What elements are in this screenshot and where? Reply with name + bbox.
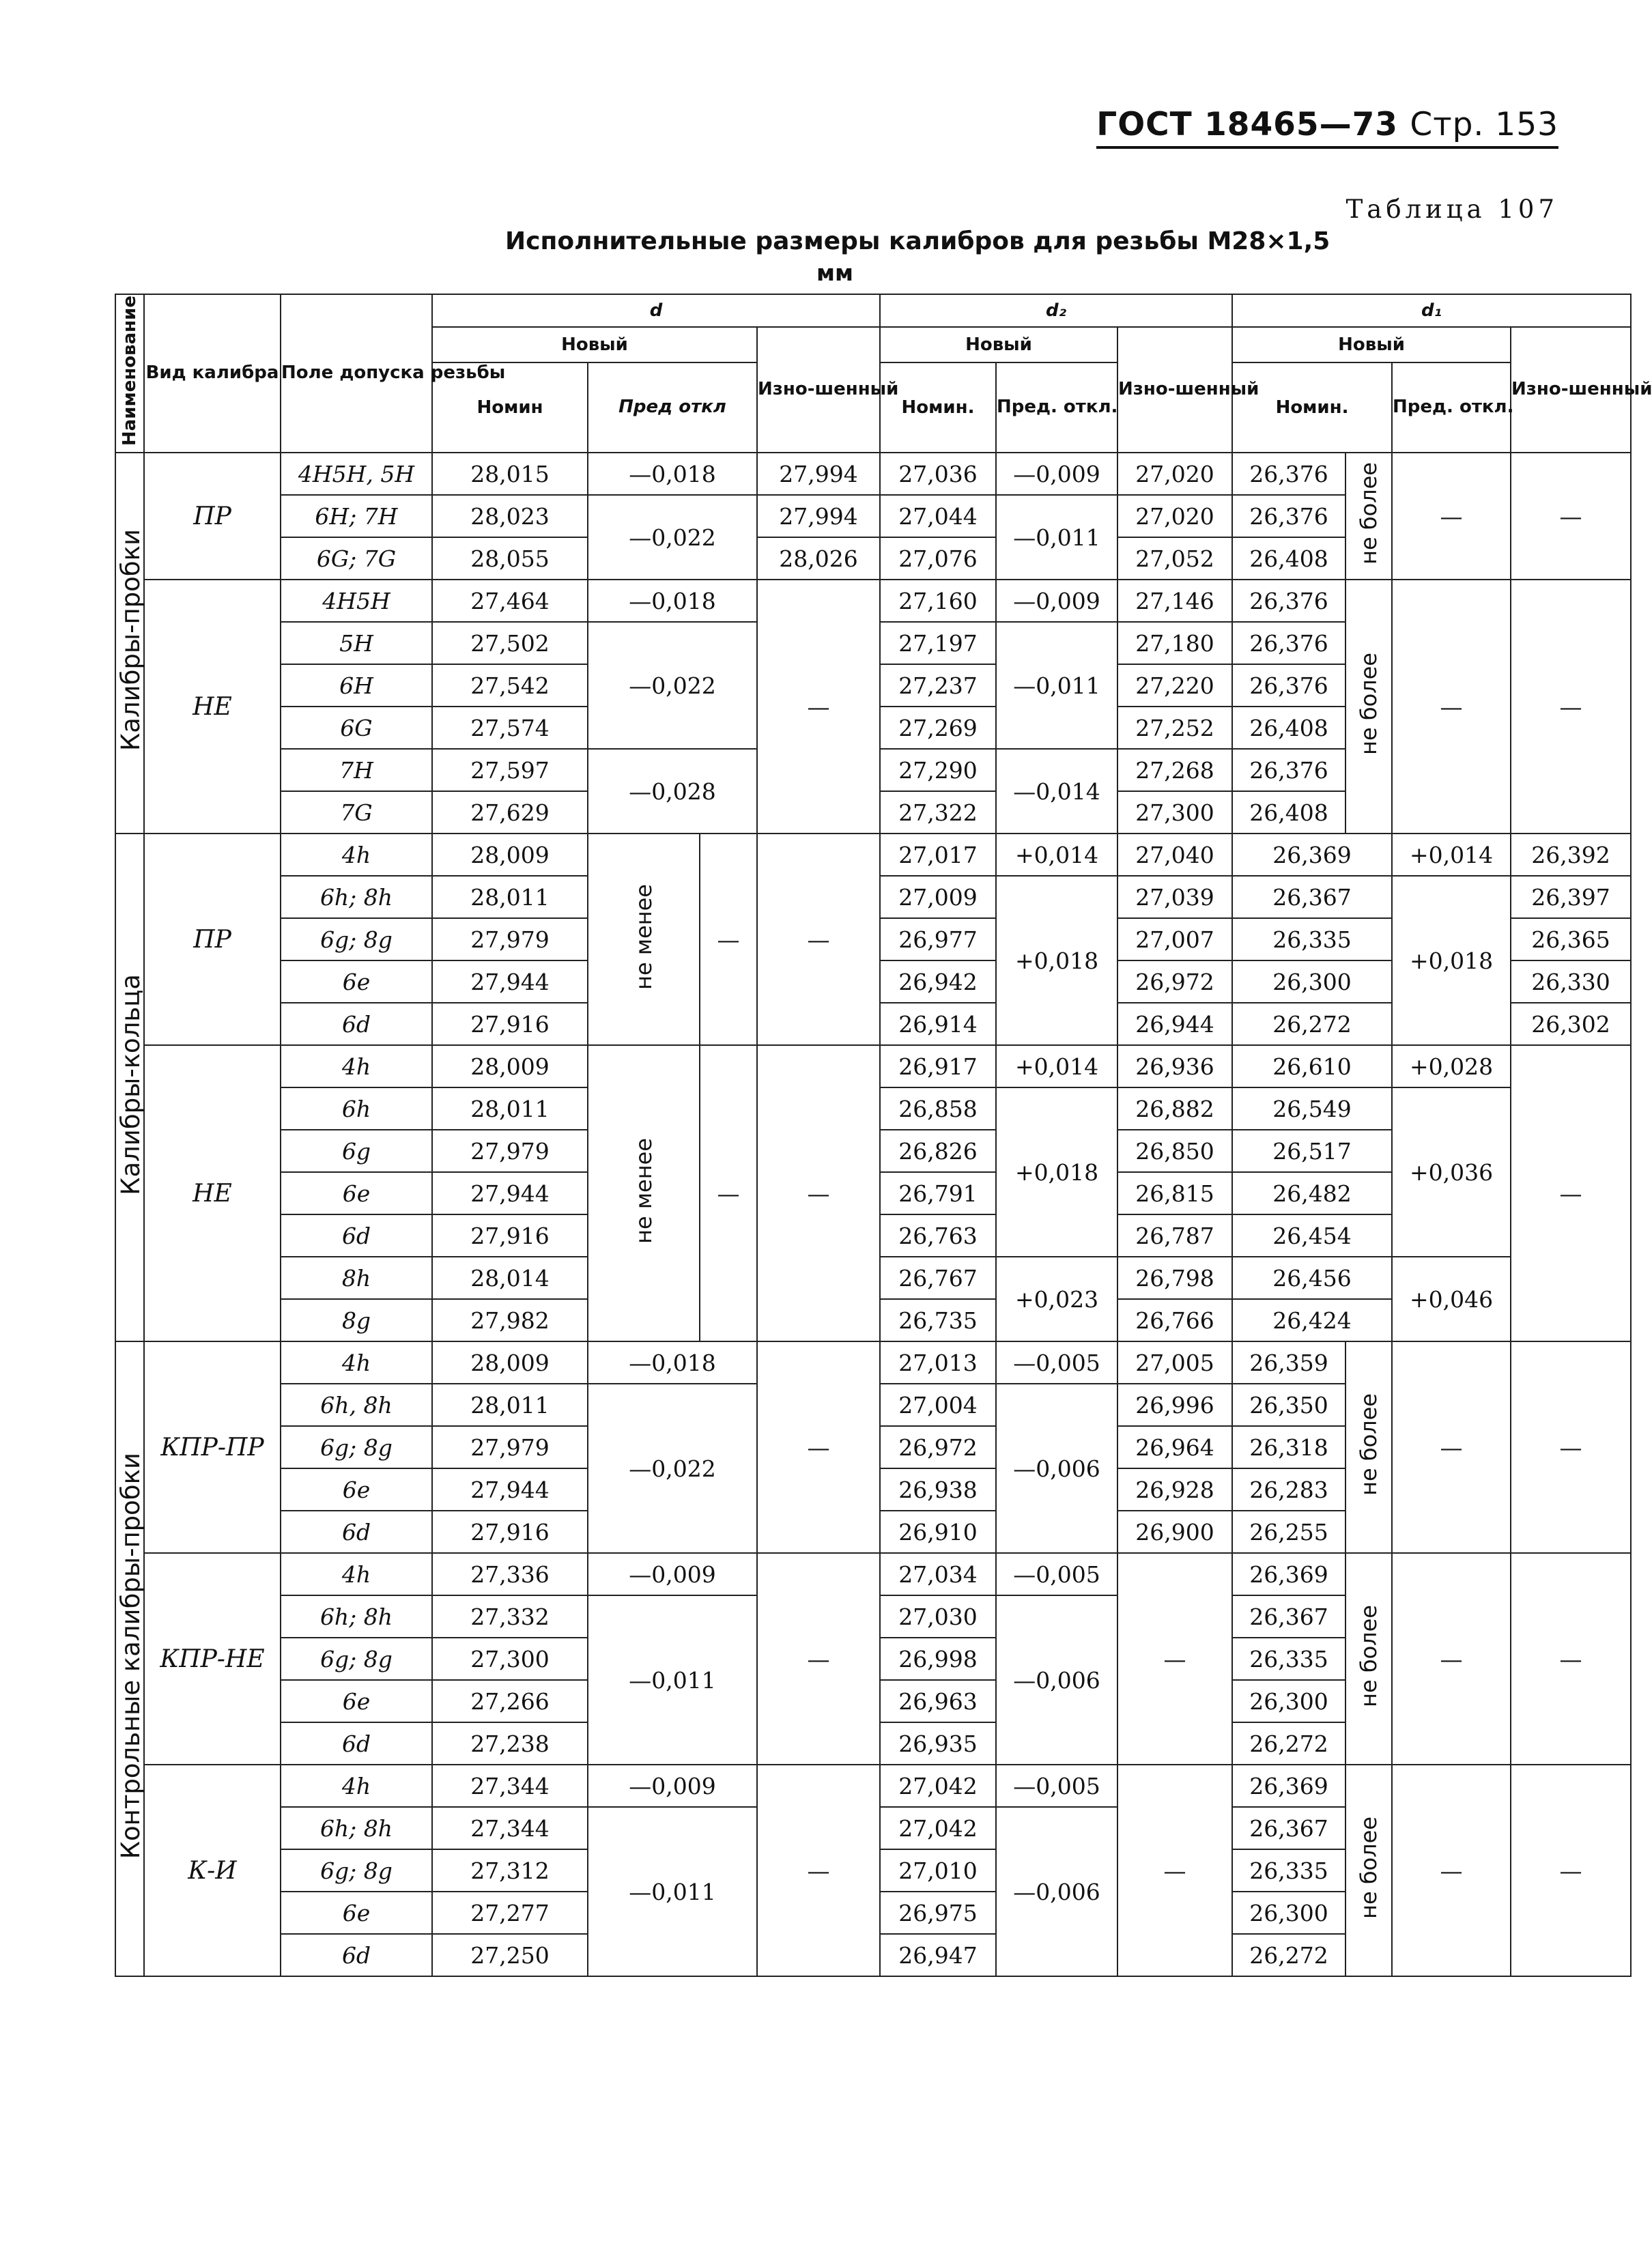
d2-nominal: 27,030	[880, 1595, 996, 1638]
d-new-header: Новый	[432, 327, 757, 362]
d2-worn: —	[1117, 1765, 1232, 1976]
d-nominal-header: Номин	[432, 362, 588, 453]
d2-nominal-header: Номин.	[880, 362, 996, 453]
d1-not-more-note: не более	[1345, 453, 1392, 580]
gauge-kind: КПР-ПР	[144, 1341, 281, 1553]
d2-worn: 26,787	[1117, 1214, 1232, 1257]
standard-number: ГОСТ 18465—73	[1096, 106, 1398, 143]
d2-nominal: 26,914	[880, 1003, 996, 1045]
d2-nominal: 26,826	[880, 1130, 996, 1172]
d1-nominal: 26,300	[1232, 960, 1392, 1003]
d2-nominal: 27,009	[880, 876, 996, 918]
d2-nominal: 27,322	[880, 791, 996, 834]
d-nominal: 27,944	[432, 1468, 588, 1511]
d1-worn: —	[1511, 1765, 1631, 1976]
d2-deviation: —0,006	[996, 1384, 1117, 1553]
d-worn: —	[757, 1045, 880, 1341]
page-number: Стр. 153	[1410, 106, 1558, 143]
d-not-less-note: не менее	[588, 1045, 700, 1341]
table-row	[115, 1341, 1631, 1384]
d2-deviation: —0,014	[996, 749, 1117, 834]
d-nominal: 27,574	[432, 707, 588, 749]
thread-tolerance: 7G	[281, 791, 432, 834]
d2-nominal: 26,947	[880, 1934, 996, 1976]
d1-not-more-note: не более	[1345, 1765, 1392, 1976]
gauge-kind: К-И	[144, 1765, 281, 1976]
table-units: мм	[816, 259, 853, 286]
d2-nominal: 27,010	[880, 1849, 996, 1892]
thread-tolerance: 4H5H, 5H	[281, 453, 432, 495]
d2-nominal: 26,735	[880, 1299, 996, 1341]
d-deviation: —	[700, 834, 757, 1045]
d-nominal: 27,344	[432, 1765, 588, 1807]
d-nominal: 27,982	[432, 1299, 588, 1341]
d1-nominal: 26,454	[1232, 1214, 1392, 1257]
d2-nominal: 26,972	[880, 1426, 996, 1468]
d2-deviation: —0,005	[996, 1553, 1117, 1595]
thread-tolerance: 6e	[281, 1892, 432, 1934]
d1-deviation: —	[1392, 1553, 1511, 1765]
d1-nominal: 26,376	[1232, 622, 1345, 664]
thread-tolerance: 6e	[281, 960, 432, 1003]
d-nominal: 27,916	[432, 1003, 588, 1045]
thread-tolerance: 6H; 7H	[281, 495, 432, 537]
thread-tolerance: 6d	[281, 1511, 432, 1553]
d2-worn: 26,964	[1117, 1426, 1232, 1468]
d-nominal: 27,979	[432, 1130, 588, 1172]
thread-tolerance: 4h	[281, 1045, 432, 1087]
thread-tolerance: 6e	[281, 1172, 432, 1214]
d1-nominal: 26,300	[1232, 1680, 1345, 1722]
d-worn-header: Изно-шенный	[757, 327, 880, 453]
d2-nominal: 27,042	[880, 1807, 996, 1849]
page-header	[1096, 106, 1558, 149]
d2-deviation: +0,014	[996, 834, 1117, 876]
d-nominal: 27,332	[432, 1595, 588, 1638]
d2-worn: 26,815	[1117, 1172, 1232, 1214]
thread-tolerance: 6e	[281, 1468, 432, 1511]
d1-worn: 26,330	[1511, 960, 1631, 1003]
d2-nominal: 26,977	[880, 918, 996, 960]
table-row	[115, 453, 1631, 495]
d-deviation: —	[700, 1045, 757, 1341]
d2-worn: 26,798	[1117, 1257, 1232, 1299]
d1-not-more-note: не более	[1345, 1553, 1392, 1765]
d2-worn: 26,936	[1117, 1045, 1232, 1087]
col-d-header: d	[432, 294, 880, 327]
d2-nominal: 26,998	[880, 1638, 996, 1680]
d2-deviation: +0,023	[996, 1257, 1117, 1341]
d-nominal: 27,916	[432, 1214, 588, 1257]
d-not-less-note: не менее	[588, 834, 700, 1045]
col-name-header: Наименование	[115, 294, 144, 453]
d-nominal: 27,629	[432, 791, 588, 834]
d2-deviation: +0,018	[996, 1087, 1117, 1257]
table-row	[115, 834, 1631, 876]
d2-nominal: 27,042	[880, 1765, 996, 1807]
d1-nominal: 26,376	[1232, 453, 1345, 495]
d1-nominal: 26,549	[1232, 1087, 1392, 1130]
d1-nominal: 26,517	[1232, 1130, 1392, 1172]
d2-worn: 26,972	[1117, 960, 1232, 1003]
d2-worn: 27,007	[1117, 918, 1232, 960]
d2-deviation: —0,009	[996, 580, 1117, 622]
d1-deviation: +0,028	[1392, 1045, 1511, 1087]
d2-nominal: 26,975	[880, 1892, 996, 1934]
d2-worn: 27,052	[1117, 537, 1232, 580]
d1-deviation: +0,018	[1392, 876, 1511, 1045]
d2-worn: 27,146	[1117, 580, 1232, 622]
d1-nominal: 26,482	[1232, 1172, 1392, 1214]
d-nominal: 28,023	[432, 495, 588, 537]
d1-worn: 26,397	[1511, 876, 1631, 918]
d2-nominal: 27,160	[880, 580, 996, 622]
d2-worn: 26,850	[1117, 1130, 1232, 1172]
d2-worn-header: Изно-шенный	[1117, 327, 1232, 453]
d2-deviation: —0,005	[996, 1341, 1117, 1384]
thread-tolerance: 4h	[281, 1553, 432, 1595]
d2-nominal: 27,197	[880, 622, 996, 664]
d2-worn: 27,252	[1117, 707, 1232, 749]
d1-worn-header: Изно-шенный	[1511, 327, 1631, 453]
d-deviation: —0,011	[588, 1595, 757, 1765]
d1-worn: —	[1511, 1341, 1631, 1553]
d2-nominal: 27,076	[880, 537, 996, 580]
d-nominal: 27,597	[432, 749, 588, 791]
gauge-kind: ПР	[144, 834, 281, 1045]
d1-nominal-header: Номин.	[1232, 362, 1392, 453]
d-deviation: —0,018	[588, 453, 757, 495]
d1-nominal: 26,272	[1232, 1003, 1392, 1045]
d1-nominal: 26,272	[1232, 1722, 1345, 1765]
d-worn: —	[757, 580, 880, 834]
d-nominal: 28,011	[432, 1087, 588, 1130]
d1-worn: —	[1511, 453, 1631, 580]
d2-deviation: —0,005	[996, 1765, 1117, 1807]
d2-nominal: 26,963	[880, 1680, 996, 1722]
thread-tolerance: 6d	[281, 1003, 432, 1045]
d1-nominal: 26,335	[1232, 1638, 1345, 1680]
table-row	[115, 1553, 1631, 1595]
d2-deviation: +0,018	[996, 876, 1117, 1045]
d1-deviation: —	[1392, 1765, 1511, 1976]
d1-nominal: 26,272	[1232, 1934, 1345, 1976]
thread-tolerance: 6e	[281, 1680, 432, 1722]
thread-tolerance: 4H5H	[281, 580, 432, 622]
d2-worn: 27,268	[1117, 749, 1232, 791]
d-nominal: 27,979	[432, 1426, 588, 1468]
thread-tolerance: 4h	[281, 1765, 432, 1807]
d1-nominal: 26,408	[1232, 791, 1345, 834]
table-row	[115, 1765, 1631, 1807]
d1-deviation: +0,014	[1392, 834, 1511, 876]
d2-worn: 26,944	[1117, 1003, 1232, 1045]
d1-deviation: —	[1392, 453, 1511, 580]
d1-nominal: 26,369	[1232, 1765, 1345, 1807]
d1-nominal: 26,255	[1232, 1511, 1345, 1553]
table-body	[115, 453, 1631, 1976]
thread-tolerance: 6h; 8h	[281, 1595, 432, 1638]
d2-nominal: 26,938	[880, 1468, 996, 1511]
thread-tolerance: 6G	[281, 707, 432, 749]
d-nominal: 27,266	[432, 1680, 588, 1722]
d-nominal: 27,344	[432, 1807, 588, 1849]
d2-nominal: 27,013	[880, 1341, 996, 1384]
d-deviation: —0,022	[588, 622, 757, 749]
d2-deviation: —0,011	[996, 495, 1117, 580]
d1-nominal: 26,318	[1232, 1426, 1345, 1468]
table-row	[115, 580, 1631, 622]
d1-nominal: 26,610	[1232, 1045, 1392, 1087]
d-deviation: —0,018	[588, 1341, 757, 1384]
d1-nominal: 26,369	[1232, 1553, 1345, 1595]
d2-nominal: 27,036	[880, 453, 996, 495]
col-tolerance-header: Поле допуска резьбы	[281, 294, 432, 453]
thread-tolerance: 6g; 8g	[281, 918, 432, 960]
d-nominal: 28,015	[432, 453, 588, 495]
d-nominal: 28,055	[432, 537, 588, 580]
d-worn: —	[757, 1553, 880, 1765]
d2-nominal: 27,044	[880, 495, 996, 537]
d2-worn: 27,020	[1117, 453, 1232, 495]
d-nominal: 27,542	[432, 664, 588, 707]
thread-tolerance: 6g; 8g	[281, 1849, 432, 1892]
calibre-dimensions-table	[115, 294, 1652, 1977]
d2-deviation-header: Пред. откл.	[996, 362, 1117, 453]
d2-nominal: 26,767	[880, 1257, 996, 1299]
d2-worn: 26,928	[1117, 1468, 1232, 1511]
thread-tolerance: 6d	[281, 1934, 432, 1976]
d1-deviation: —	[1392, 1341, 1511, 1553]
d1-not-more-note: не более	[1345, 1341, 1392, 1553]
d1-nominal: 26,367	[1232, 1807, 1345, 1849]
table-row	[115, 1045, 1631, 1087]
d2-new-header: Новый	[880, 327, 1117, 362]
gauge-kind: КПР-НЕ	[144, 1553, 281, 1765]
d-nominal: 27,312	[432, 1849, 588, 1892]
d2-nominal: 26,763	[880, 1214, 996, 1257]
d1-new-header: Новый	[1232, 327, 1511, 362]
d2-nominal: 27,004	[880, 1384, 996, 1426]
d1-worn: 26,392	[1511, 834, 1631, 876]
table-header	[115, 294, 1652, 453]
thread-tolerance: 6g; 8g	[281, 1638, 432, 1680]
d2-worn: 27,180	[1117, 622, 1232, 664]
d-deviation: —0,011	[588, 1807, 757, 1976]
d1-worn: 26,302	[1511, 1003, 1631, 1045]
thread-tolerance: 4h	[281, 834, 432, 876]
d-deviation: —0,022	[588, 1384, 757, 1553]
d2-worn: 27,220	[1117, 664, 1232, 707]
d2-nominal: 27,290	[880, 749, 996, 791]
d-nominal: 27,464	[432, 580, 588, 622]
thread-tolerance: 6h	[281, 1087, 432, 1130]
d2-worn: 26,996	[1117, 1384, 1232, 1426]
d2-nominal: 27,017	[880, 834, 996, 876]
d1-nominal: 26,408	[1232, 707, 1345, 749]
d-worn: —	[757, 834, 880, 1045]
d2-worn: 27,040	[1117, 834, 1232, 876]
d2-nominal: 27,237	[880, 664, 996, 707]
d2-nominal: 27,034	[880, 1553, 996, 1595]
d-nominal: 28,011	[432, 876, 588, 918]
d-worn: 28,026	[757, 537, 880, 580]
d-nominal: 27,916	[432, 1511, 588, 1553]
d2-nominal: 26,942	[880, 960, 996, 1003]
d-nominal: 28,009	[432, 1045, 588, 1087]
thread-tolerance: 6h; 8h	[281, 1807, 432, 1849]
d-worn: 27,994	[757, 495, 880, 537]
thread-tolerance: 6h, 8h	[281, 1384, 432, 1426]
gauge-kind: НЕ	[144, 1045, 281, 1341]
d-nominal: 27,979	[432, 918, 588, 960]
thread-tolerance: 6d	[281, 1722, 432, 1765]
thread-tolerance: 5H	[281, 622, 432, 664]
d1-nominal: 26,359	[1232, 1341, 1345, 1384]
thread-tolerance: 8h	[281, 1257, 432, 1299]
col-d1-header: d₁	[1232, 294, 1631, 327]
d1-deviation: +0,046	[1392, 1257, 1511, 1341]
d1-nominal: 26,283	[1232, 1468, 1345, 1511]
d1-nominal: 26,335	[1232, 918, 1392, 960]
d1-deviation: +0,036	[1392, 1087, 1511, 1257]
thread-tolerance: 6h; 8h	[281, 876, 432, 918]
d-nominal: 27,944	[432, 960, 588, 1003]
group-label-plug-gauges: Калибры-пробки	[115, 453, 144, 834]
d-nominal: 27,250	[432, 1934, 588, 1976]
d-worn: 27,994	[757, 453, 880, 495]
d1-nominal: 26,335	[1232, 1849, 1345, 1892]
d2-deviation: —0,009	[996, 453, 1117, 495]
thread-tolerance: 6d	[281, 1214, 432, 1257]
d-nominal: 27,277	[432, 1892, 588, 1934]
d-nominal: 27,944	[432, 1172, 588, 1214]
d1-nominal: 26,350	[1232, 1384, 1345, 1426]
d1-worn: 26,365	[1511, 918, 1631, 960]
d2-nominal: 26,791	[880, 1172, 996, 1214]
d2-nominal: 26,935	[880, 1722, 996, 1765]
d1-nominal: 26,424	[1232, 1299, 1392, 1341]
d-deviation: —0,022	[588, 495, 757, 580]
d-nominal: 27,502	[432, 622, 588, 664]
d-nominal: 27,300	[432, 1638, 588, 1680]
thread-tolerance: 8g	[281, 1299, 432, 1341]
d2-deviation: —0,006	[996, 1595, 1117, 1765]
thread-tolerance: 6G; 7G	[281, 537, 432, 580]
d1-nominal: 26,367	[1232, 1595, 1345, 1638]
d1-nominal: 26,369	[1232, 834, 1392, 876]
group-label-ring-gauges: Калибры-кольца	[115, 834, 144, 1341]
d-deviation: —0,018	[588, 580, 757, 622]
d1-nominal: 26,376	[1232, 580, 1345, 622]
d1-deviation-header: Пред. откл.	[1392, 362, 1511, 453]
d1-not-more-note: не более	[1345, 580, 1392, 834]
d1-nominal: 26,367	[1232, 876, 1392, 918]
d-deviation: —0,009	[588, 1765, 757, 1807]
thread-tolerance: 6g	[281, 1130, 432, 1172]
thread-tolerance: 4h	[281, 1341, 432, 1384]
d1-nominal: 26,376	[1232, 749, 1345, 791]
d2-worn: 27,039	[1117, 876, 1232, 918]
d1-worn: —	[1511, 1045, 1631, 1341]
d2-nominal: 26,858	[880, 1087, 996, 1130]
d2-worn: 26,882	[1117, 1087, 1232, 1130]
d-deviation: —0,009	[588, 1553, 757, 1595]
d-deviation: —0,028	[588, 749, 757, 834]
d1-nominal: 26,376	[1232, 495, 1345, 537]
d2-nominal: 27,269	[880, 707, 996, 749]
d2-deviation: —0,011	[996, 622, 1117, 749]
thread-tolerance: 7H	[281, 749, 432, 791]
d-worn: —	[757, 1765, 880, 1976]
d-nominal: 27,238	[432, 1722, 588, 1765]
d-nominal: 28,011	[432, 1384, 588, 1426]
d1-nominal: 26,300	[1232, 1892, 1345, 1934]
d2-worn: 27,005	[1117, 1341, 1232, 1384]
d1-nominal: 26,408	[1232, 537, 1345, 580]
d2-worn: —	[1117, 1553, 1232, 1765]
d1-deviation: —	[1392, 580, 1511, 834]
d2-worn: 26,766	[1117, 1299, 1232, 1341]
d-nominal: 28,014	[432, 1257, 588, 1299]
d1-nominal: 26,456	[1232, 1257, 1392, 1299]
d2-nominal: 26,917	[880, 1045, 996, 1087]
d2-deviation: +0,014	[996, 1045, 1117, 1087]
d-deviation-header: Пред откл	[588, 362, 757, 453]
d-worn: —	[757, 1341, 880, 1553]
group-label-control-plug-gauges: Контрольные калибры-пробки	[115, 1341, 144, 1976]
gauge-kind: ПР	[144, 453, 281, 580]
d1-nominal: 26,376	[1232, 664, 1345, 707]
col-kind-header: Вид калибра	[144, 294, 281, 453]
col-d2-header: d₂	[880, 294, 1232, 327]
d-nominal: 28,009	[432, 834, 588, 876]
d2-deviation: —0,006	[996, 1807, 1117, 1976]
d2-worn: 27,020	[1117, 495, 1232, 537]
thread-tolerance: 6g; 8g	[281, 1426, 432, 1468]
d-nominal: 28,009	[432, 1341, 588, 1384]
d1-worn: —	[1511, 580, 1631, 834]
table-label: Таблица 107	[1345, 195, 1558, 224]
d2-worn: 27,300	[1117, 791, 1232, 834]
d2-nominal: 26,910	[880, 1511, 996, 1553]
d-nominal: 27,336	[432, 1553, 588, 1595]
d1-worn: —	[1511, 1553, 1631, 1765]
table-title: Исполнительные размеры калибров для резьбы M28×1,5	[505, 227, 1330, 255]
d2-worn: 26,900	[1117, 1511, 1232, 1553]
gauge-kind: НЕ	[144, 580, 281, 834]
thread-tolerance: 6H	[281, 664, 432, 707]
